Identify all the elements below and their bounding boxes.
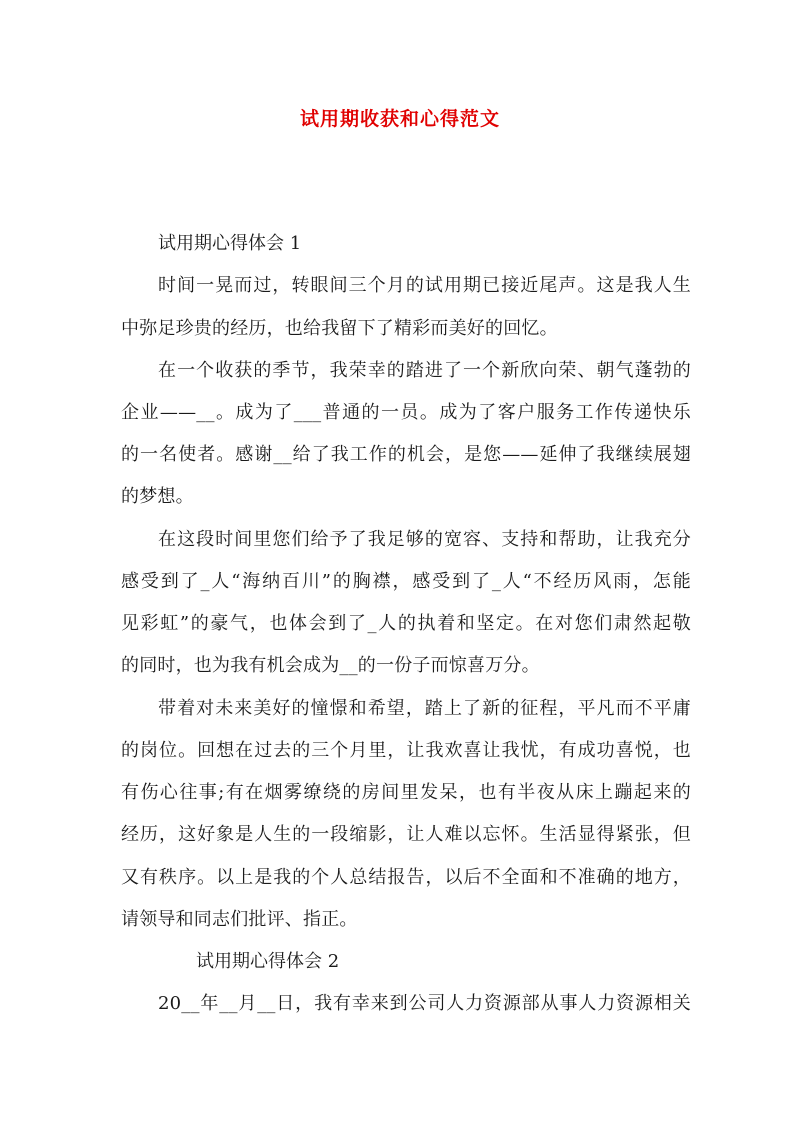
- paragraph-line: 企业——__。成为了___普通的一员。成为了客户服务工作传递快乐: [121, 402, 691, 423]
- paragraph-line: 带着对未来美好的憧憬和希望，踏上了新的征程，平凡而不平庸: [158, 698, 691, 719]
- paragraph-line: 感受到了_人“海纳百川”的胸襟，感受到了_人“不经历风雨，怎能: [121, 571, 691, 592]
- paragraph-line: 在一个收获的季节，我荣幸的踏进了一个新欣向荣、朝气蓬勃的: [158, 360, 691, 381]
- paragraph-line: 的梦想。: [121, 486, 194, 507]
- paragraph-line: 见彩虹”的豪气，也体会到了_人的执着和坚定。在对您们肃然起敬: [121, 613, 691, 634]
- section-heading-1: 试用期心得体会 1: [158, 233, 302, 254]
- paragraph-line: 有伤心往事;有在烟雾缭绕的房间里发呆，也有半夜从床上蹦起来的: [121, 782, 691, 803]
- paragraph-line: 的岗位。回想在过去的三个月里，让我欢喜让我忧，有成功喜悦，也: [121, 740, 691, 761]
- paragraph-line: 时间一晃而过，转眼间三个月的试用期已接近尾声。这是我人生: [158, 275, 691, 296]
- paragraph-line: 又有秩序。以上是我的个人总结报告，以后不全面和不准确的地方，: [121, 867, 691, 888]
- paragraph-line: 请领导和同志们批评、指正。: [121, 909, 358, 930]
- document-title: 试用期收获和心得范文: [299, 108, 500, 130]
- paragraph-line: 中弥足珍贵的经历，也给我留下了精彩而美好的回忆。: [121, 318, 558, 339]
- paragraph-line: 的一名使者。感谢__给了我工作的机会，是您——延伸了我继续展翅: [121, 444, 691, 465]
- paragraph-line: 20__年__月__日，我有幸来到公司人力资源部从事人力资源相关: [158, 993, 691, 1014]
- section-heading-2: 试用期心得体会 2: [196, 951, 340, 972]
- paragraph-line: 的同时，也为我有机会成为__的一份子而惊喜万分。: [121, 655, 540, 676]
- paragraph-line: 在这段时间里您们给予了我足够的宽容、支持和帮助，让我充分: [158, 529, 691, 550]
- paragraph-line: 经历，这好象是人生的一段缩影，让人难以忘怀。生活显得紧张，但: [121, 824, 691, 845]
